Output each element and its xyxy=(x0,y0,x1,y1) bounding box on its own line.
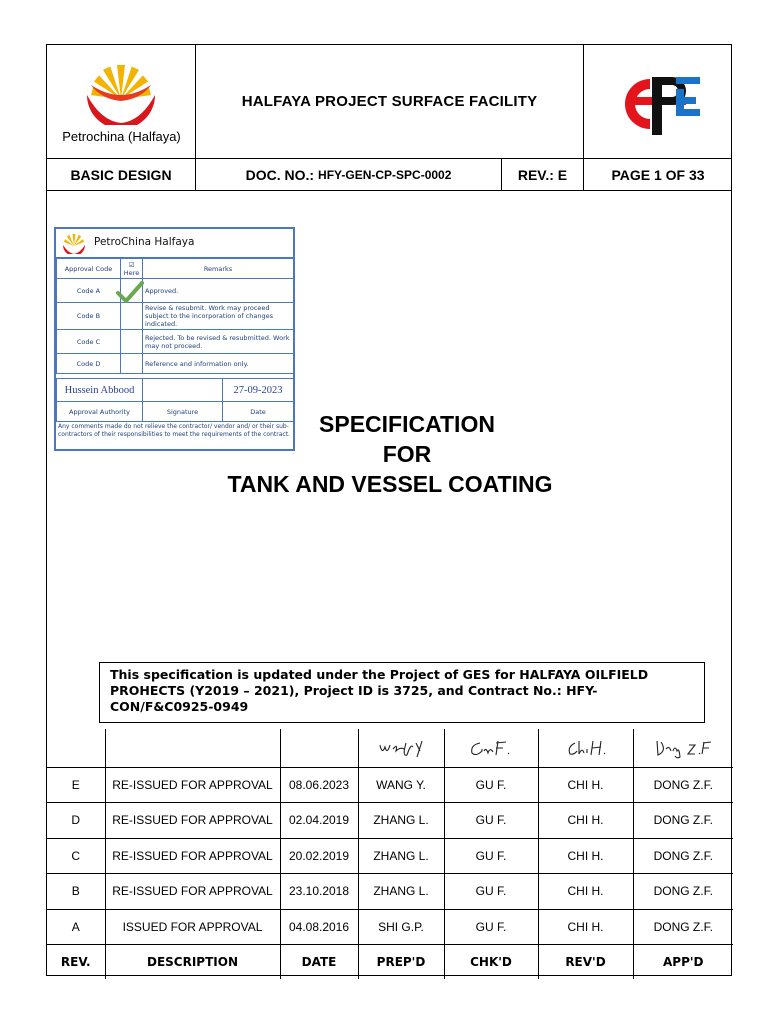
col-header-rev: REV. xyxy=(47,945,105,979)
stamp-code: Code A xyxy=(57,279,121,303)
page-count: PAGE 1 OF 33 xyxy=(611,166,705,183)
rev-approved-by: DONG Z.F. xyxy=(633,767,733,803)
company-name: Petrochina (Halfaya) xyxy=(62,129,181,144)
rev-label: REV.: E xyxy=(517,166,568,183)
stamp-remark: Reference and information only. xyxy=(143,354,294,374)
stamp-label-date: Date xyxy=(223,402,294,422)
rev-date: 20.02.2019 xyxy=(280,838,358,874)
rev-description: RE-ISSUED FOR APPROVAL xyxy=(105,803,280,839)
revision-row xyxy=(47,909,733,945)
rev-checked-by: GU F. xyxy=(444,874,538,910)
rev-approved-by: DONG Z.F. xyxy=(633,838,733,874)
petrochina-small-logo-icon xyxy=(62,233,86,254)
stamp-remark: Revise & resubmit. Work may proceed subject to the incorporation of changes indicated. xyxy=(143,303,294,330)
rev-prepared-by: WANG Y. xyxy=(358,767,444,803)
rev-approved-by: DONG Z.F. xyxy=(633,803,733,839)
rev-code: E xyxy=(47,767,105,803)
rev-date: 23.10.2018 xyxy=(280,874,358,910)
sig-cell xyxy=(47,729,105,767)
rev-prepared-by: ZHANG L. xyxy=(358,838,444,874)
stamp-col-tick: ☑ Here xyxy=(121,259,143,279)
col-header-approved: APP'D xyxy=(633,945,733,979)
stamp-code: Code B xyxy=(57,303,121,330)
rev-description: RE-ISSUED FOR APPROVAL xyxy=(105,838,280,874)
rev-code: D xyxy=(47,803,105,839)
stamp-code: Code C xyxy=(57,330,121,354)
update-note: This specification is updated under the Project of GES for HALFAYA OILFIELD PROHECTS (Y2019 – 2021), Project ID is 3725, and Contract No.: HFY-CON/F&C0925-0949 xyxy=(99,662,705,723)
rev-checked-by: GU F. xyxy=(444,909,538,945)
rev-description: RE-ISSUED FOR APPROVAL xyxy=(105,767,280,803)
rev-reviewed-by: CHI H. xyxy=(538,838,633,874)
rev-code: C xyxy=(47,838,105,874)
rev-reviewed-by: CHI H. xyxy=(538,803,633,839)
basic-design-label: BASIC DESIGN xyxy=(70,166,172,183)
revision-row xyxy=(47,838,733,874)
stamp-signature-cell xyxy=(143,379,223,402)
rev-prepared-by: SHI G.P. xyxy=(358,909,444,945)
petrochina-logo-icon xyxy=(85,59,157,125)
stamp-col-remarks: Remarks xyxy=(143,259,294,279)
col-header-description: DESCRIPTION xyxy=(105,945,280,979)
stamp-company-name: PetroChina Halfaya xyxy=(94,236,195,248)
company-logo-cell xyxy=(47,45,196,159)
revision-header-row xyxy=(47,945,733,979)
doc-no-label: DOC. NO.: xyxy=(245,166,315,183)
revision-row xyxy=(47,767,733,803)
stamp-note: Any comments made do not relieve the contractor/ vendor and/ or their sub-contractors of their responsibilities to meet the requirements of the contract. xyxy=(58,423,290,438)
basic-design-cell xyxy=(47,159,196,191)
rev-checked-by: GU F. xyxy=(444,803,538,839)
rev-code: A xyxy=(47,909,105,945)
rev-description: ISSUED FOR APPROVAL xyxy=(105,909,280,945)
doc-title-line-2: FOR xyxy=(382,441,432,467)
doc-title-line-1: SPECIFICATION xyxy=(319,411,495,437)
col-header-date: DATE xyxy=(280,945,358,979)
rev-reviewed-by: CHI H. xyxy=(538,909,633,945)
stamp-tick-cell xyxy=(121,303,143,330)
app-signature-icon xyxy=(653,737,713,759)
stamp-tick-cell xyxy=(121,330,143,354)
rev-checked-by: GU F. xyxy=(444,838,538,874)
rev-reviewed-by: CHI H. xyxy=(538,874,633,910)
cpe-logo-cell xyxy=(584,45,732,159)
rev-checked-by: GU F. xyxy=(444,767,538,803)
rev-approved-by: DONG Z.F. xyxy=(633,874,733,910)
sig-cell-app xyxy=(633,729,733,767)
doc-no-value: HFY-GEN-CP-SPC-0002 xyxy=(318,167,452,182)
checkmark-icon xyxy=(116,281,144,303)
revision-row xyxy=(47,803,733,839)
stamp-label-authority: Approval Authority xyxy=(57,402,143,422)
rev-date: 02.04.2019 xyxy=(280,803,358,839)
rev-prepared-by: ZHANG L. xyxy=(358,874,444,910)
col-header-prepared: PREP'D xyxy=(358,945,444,979)
col-header-reviewed: REV'D xyxy=(538,945,633,979)
sig-cell xyxy=(105,729,280,767)
signature-row xyxy=(47,729,733,767)
rev-date: 04.08.2016 xyxy=(280,909,358,945)
doc-title-line-3: TANK AND VESSEL COATING xyxy=(227,471,553,497)
doc-no-cell xyxy=(196,159,502,191)
rev-cell xyxy=(502,159,584,191)
rev-reviewed-by: CHI H. xyxy=(538,767,633,803)
stamp-code: Code D xyxy=(57,354,121,374)
chk-signature-icon xyxy=(468,737,514,759)
sig-cell-prep xyxy=(358,729,444,767)
stamp-table xyxy=(56,258,294,374)
stamp-date-value: 27-09-2023 xyxy=(223,379,294,402)
sig-cell-revd xyxy=(538,729,633,767)
stamp-authority-name: Hussein Abbood xyxy=(57,379,143,402)
stamp-tick-cell xyxy=(121,354,143,374)
sig-cell xyxy=(280,729,358,767)
rev-code: B xyxy=(47,874,105,910)
stamp-header xyxy=(56,229,293,258)
rev-prepared-by: ZHANG L. xyxy=(358,803,444,839)
stamp-col-code: Approval Code xyxy=(57,259,121,279)
rev-approved-by: DONG Z.F. xyxy=(633,909,733,945)
stamp-label-signature: Signature xyxy=(143,402,223,422)
project-title-cell xyxy=(196,45,584,159)
prep-signature-icon xyxy=(376,737,426,759)
project-title: HALFAYA PROJECT SURFACE FACILITY xyxy=(241,93,538,110)
stamp-remark: Rejected. To be revised & resubmitted. Work may not proceed. xyxy=(143,330,294,354)
rev-date: 08.06.2023 xyxy=(280,767,358,803)
cpe-logo-icon xyxy=(620,71,704,137)
col-header-checked: CHK'D xyxy=(444,945,538,979)
sig-cell-chk xyxy=(444,729,538,767)
revision-row xyxy=(47,874,733,910)
page-cell xyxy=(584,159,732,191)
revd-signature-icon xyxy=(565,737,607,759)
stamp-remark: Approved. xyxy=(143,279,294,303)
revision-table xyxy=(47,729,733,979)
document-frame xyxy=(46,44,732,976)
rev-description: RE-ISSUED FOR APPROVAL xyxy=(105,874,280,910)
